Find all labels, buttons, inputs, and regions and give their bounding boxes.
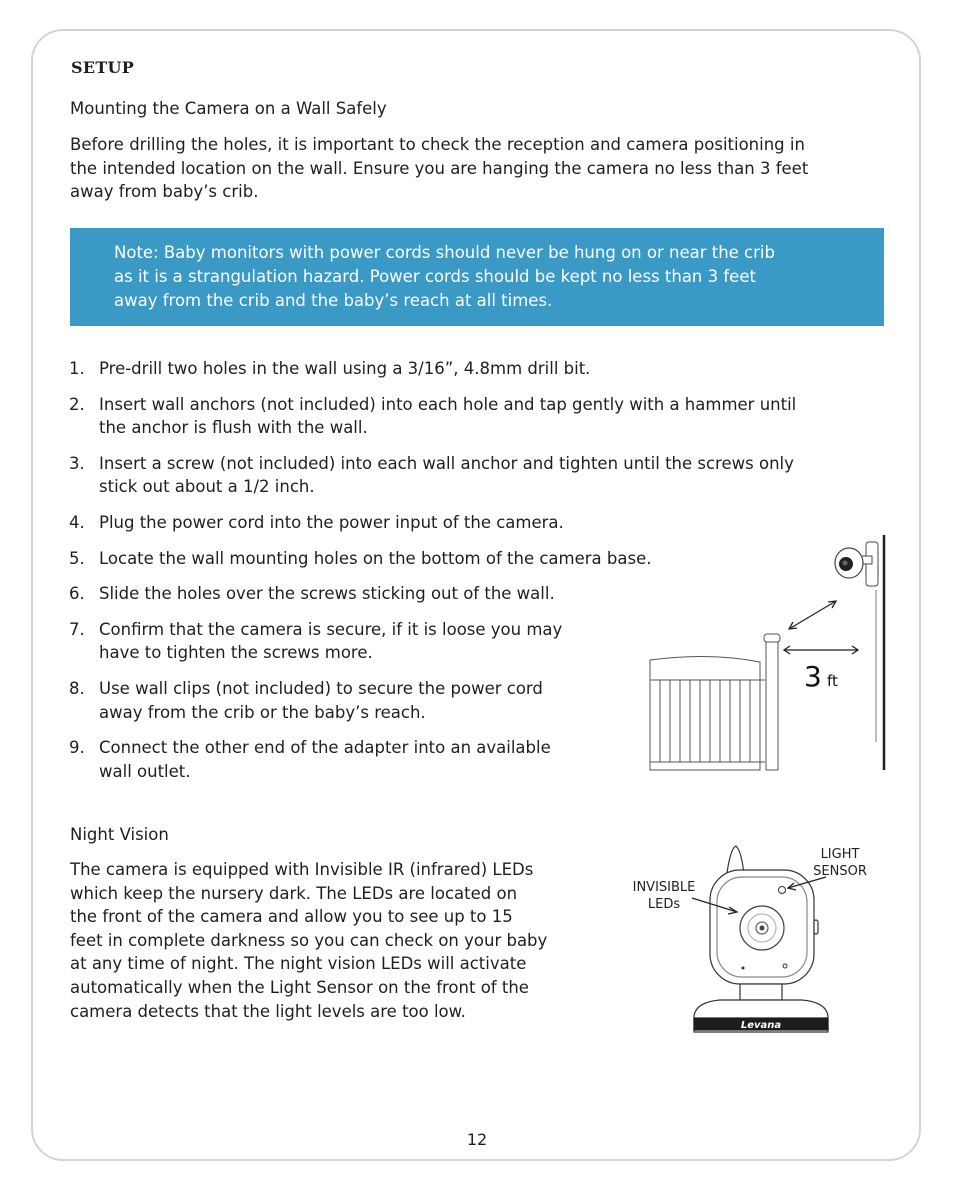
step-line: Slide the holes over the screws sticking out of the wall.	[99, 584, 555, 604]
body-line: which keep the nursery dark. The LEDs are located on	[70, 883, 518, 903]
step-line: Connect the other end of the adapter into an available	[99, 738, 551, 758]
section-label: SETUP	[71, 58, 135, 77]
night-vision-heading: Night Vision	[70, 825, 169, 844]
crib	[650, 634, 780, 770]
distance-unit: ft	[827, 672, 838, 690]
mounting-heading: Mounting the Camera on a Wall Safely	[70, 99, 387, 118]
night-vision-body	[70, 858, 615, 1023]
body-line: camera detects that the light levels are too low.	[70, 1001, 466, 1021]
camera-lens	[740, 906, 784, 950]
leds-label: INVISIBLE	[632, 880, 696, 895]
microphone-dot	[742, 967, 745, 970]
step-line: Pre-drill two holes in the wall using a 3/16”, 4.8mm drill bit.	[99, 359, 591, 378]
step-number: 5.	[69, 548, 85, 568]
sensor-label: SENSOR	[813, 864, 867, 879]
safety-note	[70, 228, 884, 326]
wall-camera	[835, 542, 878, 586]
body-line: the front of the camera and allow you to see up to 15	[70, 907, 513, 927]
body-line: at any time of night. The night vision LEDs will activate	[70, 954, 527, 974]
horizontal-arrow	[784, 646, 858, 654]
leds-label: LEDs	[647, 897, 681, 912]
camera-front-illustration	[620, 840, 880, 1045]
step-line: Locate the wall mounting holes on the bottom of the camera base.	[99, 548, 652, 568]
light-sensor-dot	[779, 887, 786, 894]
step-number: 1.	[69, 359, 85, 378]
diagonal-arrow	[789, 601, 836, 629]
step-number: 4.	[69, 512, 85, 532]
step-line: away from the crib or the baby’s reach.	[99, 702, 426, 722]
step-line: have to tighten the screws more.	[99, 643, 373, 663]
step-line: Insert wall anchors (not included) into each hole and tap gently with a hammer until	[99, 394, 797, 414]
intro-line: away from baby’s crib.	[70, 182, 259, 202]
body-line: automatically when the Light Sensor on the front of the	[70, 977, 529, 997]
body-line: feet in complete darkness so you can check on your baby	[70, 930, 548, 950]
step-line: Plug the power cord into the power input of the camera.	[99, 512, 564, 532]
step-line: Use wall clips (not included) to secure the power cord	[99, 678, 543, 698]
sensor-label: LIGHT	[820, 847, 860, 862]
step-number: 9.	[69, 738, 85, 758]
note-line: Note: Baby monitors with power cords should never be hung on or near the crib	[114, 243, 775, 262]
body-line: The camera is equipped with Invisible IR (infrared) LEDs	[70, 860, 534, 879]
step-line: the anchor is flush with the wall.	[99, 418, 368, 438]
page-number: 12	[466, 1130, 488, 1149]
step-line: Confirm that the camera is secure, if it is loose you may	[99, 619, 563, 639]
mounting-intro	[70, 133, 900, 204]
step-number: 3.	[69, 453, 85, 473]
status-led-dot	[783, 964, 787, 968]
step-number: 6.	[69, 584, 85, 604]
note-line: as it is a strangulation hazard. Power cords should be kept no less than 3 feet	[114, 267, 756, 286]
step-item	[69, 357, 889, 381]
step-item	[69, 452, 889, 499]
step-item	[69, 393, 889, 440]
step-number: 2.	[69, 394, 85, 414]
note-line: away from the crib and the baby’s reach at all times.	[114, 291, 553, 310]
intro-line: the intended location on the wall. Ensure you are hanging the camera no less than 3 feet	[70, 158, 809, 178]
brand-logo: Levana	[740, 1020, 782, 1031]
step-line: Insert a screw (not included) into each wall anchor and tighten until the screws only	[99, 453, 794, 473]
step-line: wall outlet.	[99, 761, 191, 781]
step-line: stick out about a 1/2 inch.	[99, 477, 315, 497]
step-number: 7.	[69, 619, 85, 639]
distance-value: 3	[804, 660, 822, 693]
crib-distance-illustration	[640, 530, 890, 775]
intro-line: Before drilling the holes, it is important to check the reception and camera positioning in	[70, 135, 805, 154]
step-number: 8.	[69, 678, 85, 698]
